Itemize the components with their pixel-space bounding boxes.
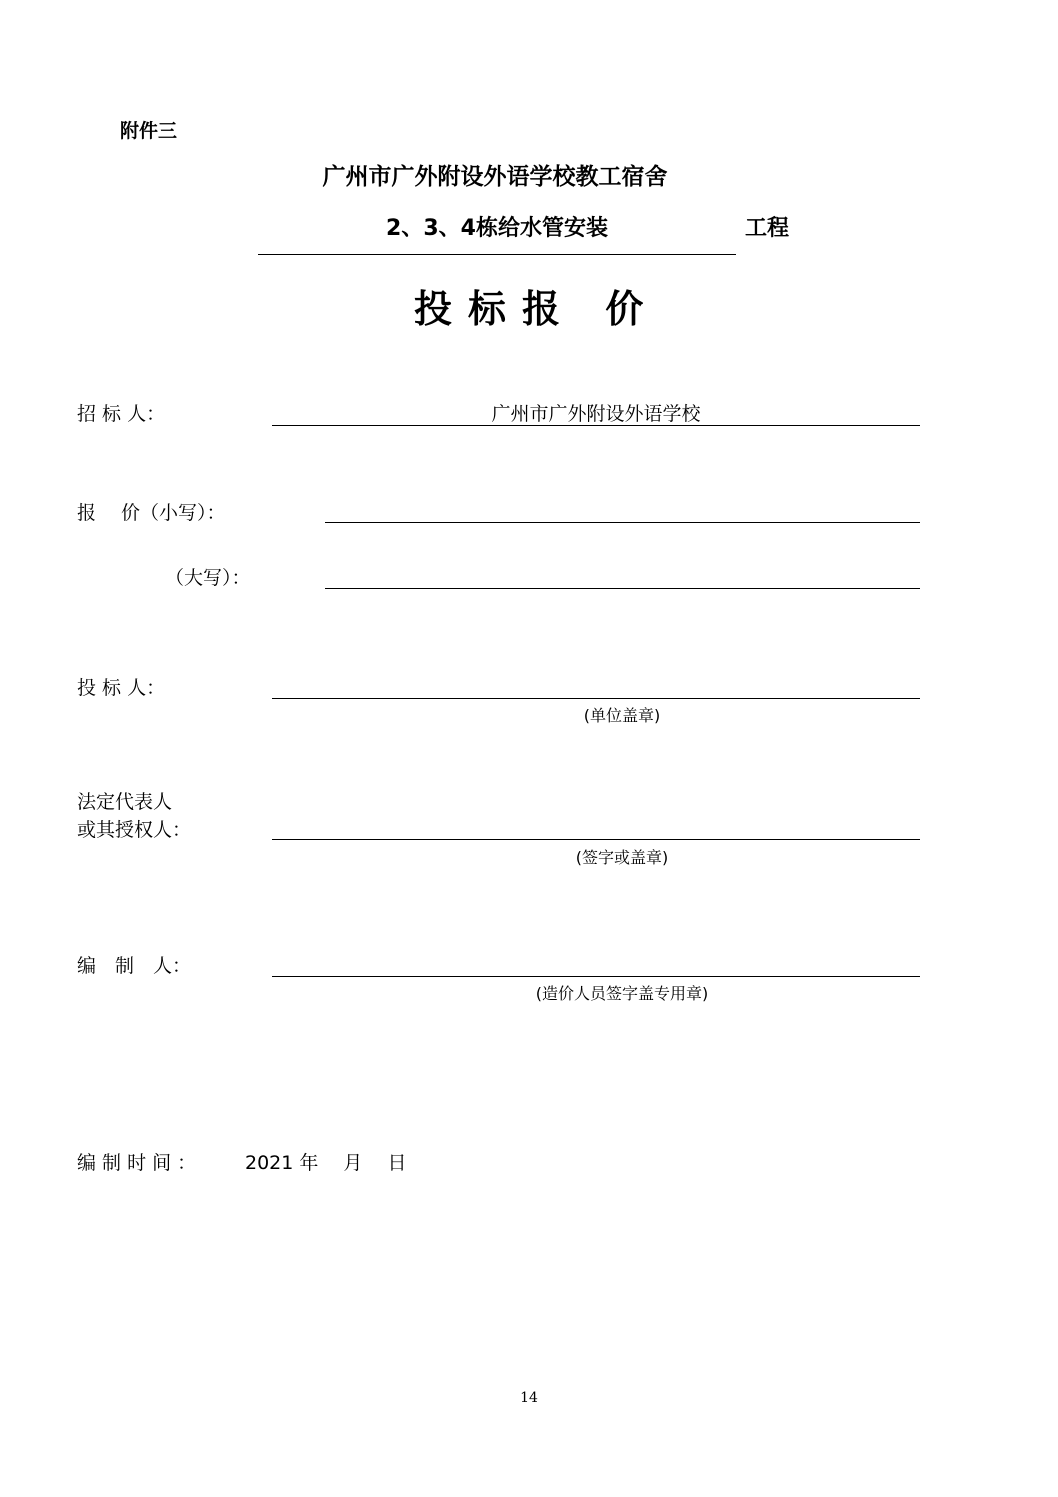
compiler-seal-note: (造价人员签字盖专用章) bbox=[535, 984, 709, 1003]
document-title-line1: 广州市广外附设外语学校教工宿舍 bbox=[322, 164, 668, 190]
project-suffix: 工程 bbox=[745, 216, 790, 241]
legal-rep-label-line1: 法定代表人 bbox=[77, 791, 173, 813]
project-name-underline bbox=[258, 254, 736, 255]
quote-small-label: 报 价（小写）： bbox=[77, 502, 226, 524]
compile-date-value: 2021 年 月 日 bbox=[245, 1152, 407, 1174]
attachment-label: 附件三 bbox=[120, 120, 178, 142]
tenderer-value: 广州市广外附设外语学校 bbox=[491, 403, 701, 425]
legal-rep-field[interactable] bbox=[272, 839, 920, 840]
tenderer-underline bbox=[272, 425, 920, 426]
quote-small-field[interactable] bbox=[325, 522, 920, 523]
quote-big-label: （大写）： bbox=[165, 567, 251, 589]
bidder-field[interactable] bbox=[272, 698, 920, 699]
compile-date-label: 编 制 时 间 ： bbox=[77, 1152, 197, 1174]
main-title: 投标报 价 bbox=[414, 287, 660, 331]
bidder-label: 投 标 人： bbox=[77, 677, 166, 699]
quote-big-field[interactable] bbox=[325, 588, 920, 589]
compiler-label: 编 制 人： bbox=[77, 955, 192, 977]
tenderer-label: 招 标 人： bbox=[77, 403, 166, 425]
legal-rep-label-line2: 或其授权人： bbox=[77, 819, 192, 841]
bidder-seal-note: (单位盖章) bbox=[583, 706, 661, 725]
compiler-field[interactable] bbox=[272, 976, 920, 977]
legal-rep-sign-note: (签字或盖章) bbox=[575, 848, 669, 867]
project-name: 2、3、4栋给水管安装 bbox=[386, 216, 608, 241]
page-number: 14 bbox=[520, 1390, 538, 1406]
